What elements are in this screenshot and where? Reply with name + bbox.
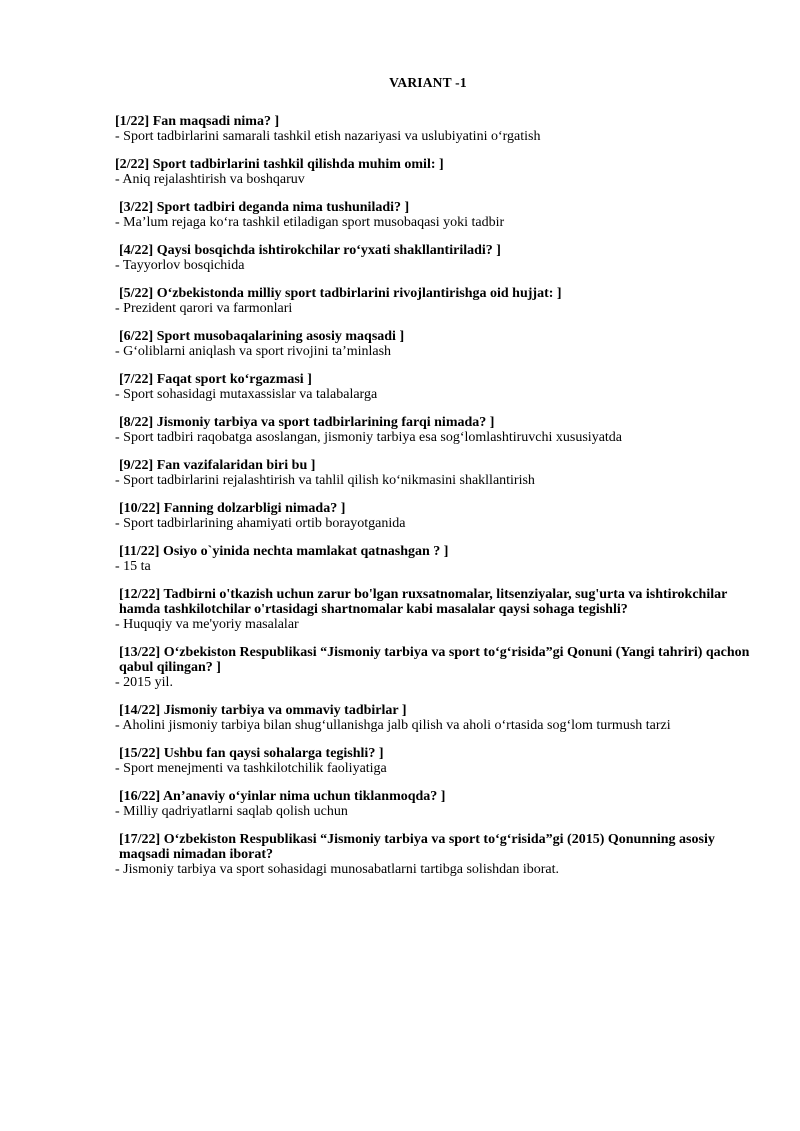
question-item-17 <box>115 832 755 877</box>
answer-text: - Milliy qadriyatlarni saqlab qolish uchun <box>115 804 348 819</box>
answer-text: - Tayyorlov bosqichida <box>115 258 245 273</box>
question-text: [15/22] Ushbu fan qaysi sohalarga tegishli? ] <box>119 746 384 761</box>
question-text: [8/22] Jismoniy tarbiya va sport tadbirlarining farqi nimada? ] <box>119 415 495 430</box>
question-item-4 <box>115 243 755 273</box>
answer-text: - Ma’lum rejaga ko‘ra tashkil etiladigan sport musobaqasi yoki tadbir <box>115 215 505 230</box>
question-item-13 <box>115 645 755 690</box>
answer-text: - Sport sohasidagi mutaxassislar va talabalarga <box>115 387 378 402</box>
question-text: [2/22] Sport tadbirlarini tashkil qilishda muhim omil: ] <box>115 157 444 172</box>
answer-text: - Sport tadbirlarining ahamiyati ortib borayotganida <box>115 516 406 531</box>
answer-text: - Sport tadbirlarini samarali tashkil etish nazariyasi va uslubiyatini o‘rgatish <box>115 129 541 144</box>
answer-text: - 15 ta <box>115 559 151 574</box>
answer-text: - Prezident qarori va farmonlari <box>115 301 293 316</box>
question-item-3 <box>115 200 755 230</box>
question-item-12 <box>115 587 755 632</box>
question-item-1 <box>115 114 755 144</box>
question-text: [3/22] Sport tadbiri deganda nima tushuniladi? ] <box>119 200 410 215</box>
answer-text: - 2015 yil. <box>115 675 173 690</box>
question-text: [17/22] O‘zbekiston Respublikasi “Jismoniy tarbiya va sport to‘g‘risida”gi (2015) Qonunning asosiy maqsadi nimadan iborat? <box>119 832 715 862</box>
answer-text: - Aholini jismoniy tarbiya bilan shug‘ullanishga jalb qilish va aholi o‘rtasida sog‘lom turmush tarzi <box>115 718 671 733</box>
question-item-6 <box>115 329 755 359</box>
question-text: [13/22] O‘zbekiston Respublikasi “Jismoniy tarbiya va sport to‘g‘risida”gi Qonuni (Yangi tahriri) qachon qabul qilingan? ] <box>119 645 750 675</box>
question-item-10 <box>115 501 755 531</box>
question-text: [10/22] Fanning dolzarbligi nimada? ] <box>119 501 346 516</box>
question-text: [14/22] Jismoniy tarbiya va ommaviy tadbirlar ] <box>119 703 407 718</box>
question-text: [9/22] Fan vazifalaridan biri bu ] <box>119 458 316 473</box>
answer-text: - Aniq rejalashtirish va boshqaruv <box>115 172 305 187</box>
answer-text: - Sport tadbiri raqobatga asoslangan, jismoniy tarbiya esa sog‘lomlashtiruvchi xususiyatda <box>115 430 623 445</box>
answer-text: - G‘oliblarni aniqlash va sport rivojini ta’minlash <box>115 344 392 359</box>
question-text: [1/22] Fan maqsadi nima? ] <box>115 114 280 129</box>
question-text: [4/22] Qaysi bosqichda ishtirokchilar ro‘yxati shakllantiriladi? ] <box>119 243 501 258</box>
question-text: [11/22] Osiyo o`yinida nechta mamlakat qatnashgan ? ] <box>119 544 449 559</box>
question-text: [12/22] Tadbirni o'tkazish uchun zarur bo'lgan ruxsatnomalar, litsenziyalar, sug'urta va ishtirokchilar hamda tashkilotchilar o'rtasidagi shartnomalar kabi masalalar qaysi sohaga tegishli? <box>119 587 728 617</box>
answer-text: - Sport tadbirlarini rejalashtirish va tahlil qilish ko‘nikmasini shakllantirish <box>115 473 535 488</box>
question-list <box>115 114 755 890</box>
question-item-8 <box>115 415 755 445</box>
question-text: [16/22] An’anaviy o‘yinlar nima uchun tiklanmoqda? ] <box>119 789 446 804</box>
question-item-14 <box>115 703 755 733</box>
answer-text: - Jismoniy tarbiya va sport sohasidagi munosabatlarni tartibga solishdan iborat. <box>115 862 560 877</box>
question-item-2 <box>115 157 755 187</box>
question-text: [7/22] Faqat sport ko‘rgazmasi ] <box>119 372 312 387</box>
question-item-15 <box>115 746 755 776</box>
question-item-7 <box>115 372 755 402</box>
answer-text: - Sport menejmenti va tashkilotchilik faoliyatiga <box>115 761 387 776</box>
question-item-5 <box>115 286 755 316</box>
page-title: VARIANT -1 <box>389 75 467 90</box>
question-item-16 <box>115 789 755 819</box>
question-item-11 <box>115 544 755 574</box>
question-text: [5/22] O‘zbekistonda milliy sport tadbirlarini rivojlantirishga oid hujjat: ] <box>119 286 562 301</box>
answer-text: - Huquqiy va me'yoriy masalalar <box>115 617 299 632</box>
question-text: [6/22] Sport musobaqalarining asosiy maqsadi ] <box>119 329 405 344</box>
question-item-9 <box>115 458 755 488</box>
